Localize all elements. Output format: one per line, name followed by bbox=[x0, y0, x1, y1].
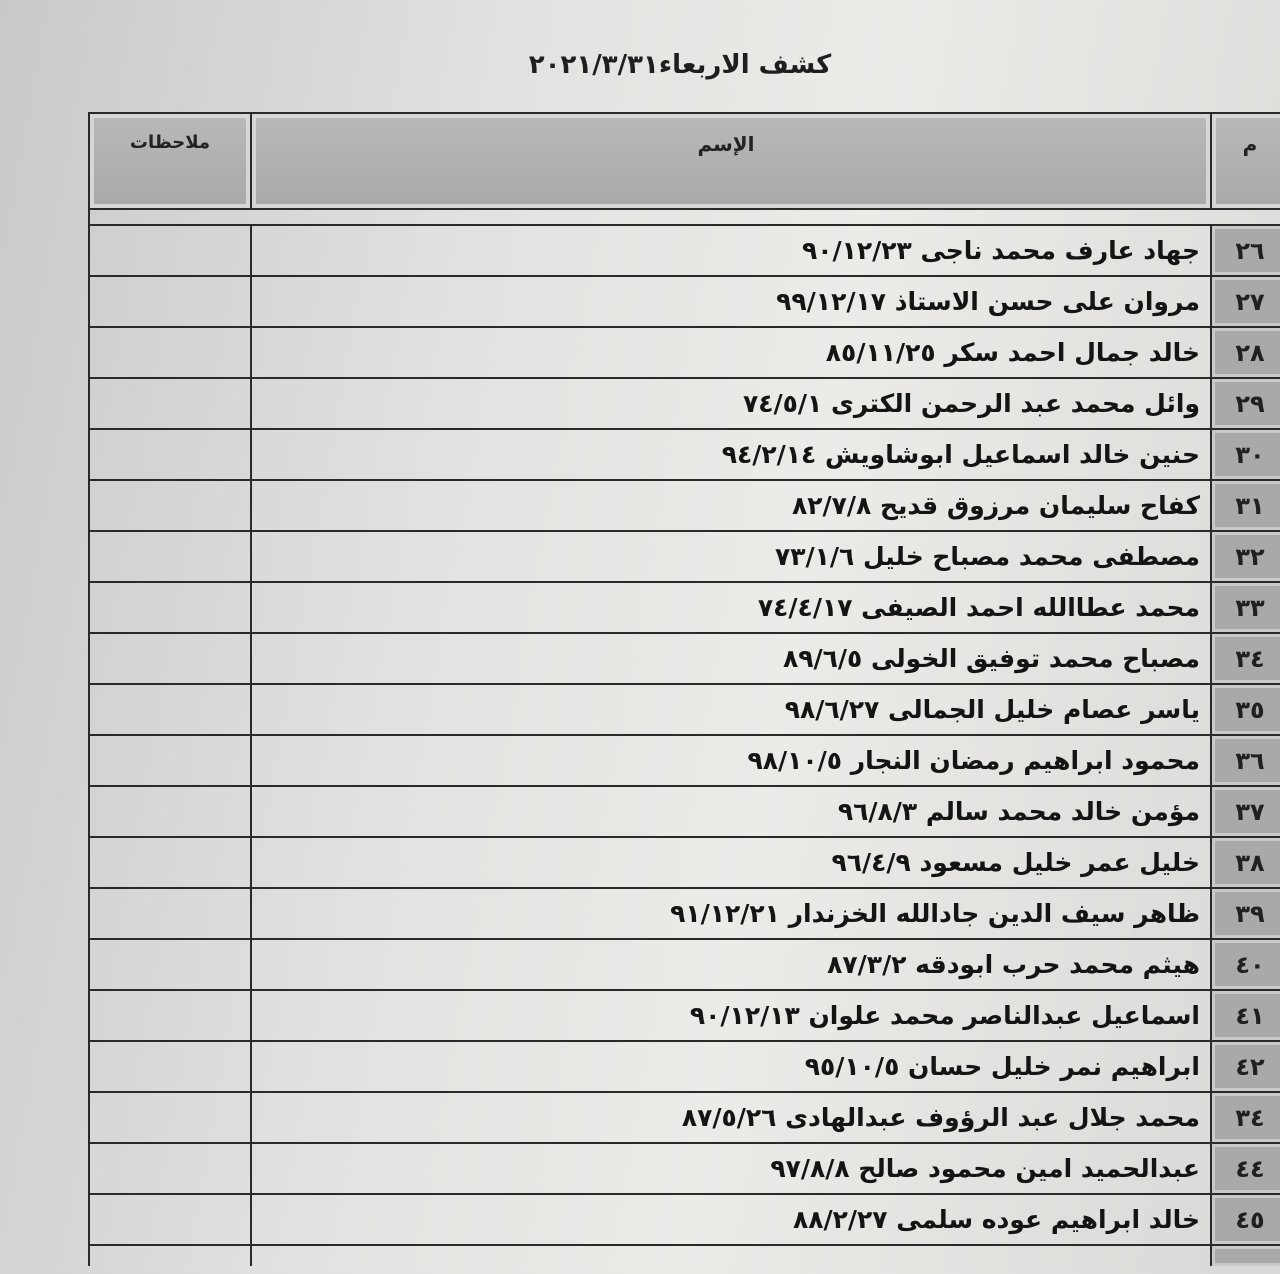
row-number: ٢٦ bbox=[1211, 225, 1280, 276]
table-row bbox=[89, 735, 1280, 786]
table-row bbox=[89, 888, 1280, 939]
row-notes bbox=[89, 378, 251, 429]
table-row bbox=[89, 276, 1280, 327]
row-number: ٣٢ bbox=[1211, 531, 1280, 582]
row-notes bbox=[89, 1041, 251, 1092]
table-row bbox=[89, 582, 1280, 633]
header-num: م bbox=[1211, 113, 1280, 209]
header-notes: ملاحظات bbox=[89, 113, 251, 209]
row-notes bbox=[89, 1092, 251, 1143]
row-notes bbox=[89, 837, 251, 888]
table-row bbox=[89, 429, 1280, 480]
row-name: جهاد عارف محمد ناجى ٩٠/١٢/٢٣ bbox=[251, 225, 1211, 276]
row-name: مروان على حسن الاستاذ ٩٩/١٢/١٧ bbox=[251, 276, 1211, 327]
table-header-row bbox=[89, 113, 1280, 209]
row-notes bbox=[89, 939, 251, 990]
table-row bbox=[89, 1194, 1280, 1245]
row-notes bbox=[89, 633, 251, 684]
table-row bbox=[89, 786, 1280, 837]
table-row bbox=[89, 225, 1280, 276]
row-notes bbox=[89, 684, 251, 735]
row-notes bbox=[89, 786, 251, 837]
row-number: ٢٩ bbox=[1211, 378, 1280, 429]
table-row bbox=[89, 1143, 1280, 1194]
cut-cell bbox=[1211, 1245, 1280, 1266]
row-name: هيثم محمد حرب ابودقه ٨٧/٣/٢ bbox=[251, 939, 1211, 990]
cut-cell bbox=[251, 1245, 1211, 1266]
row-number: ٢٧ bbox=[1211, 276, 1280, 327]
row-name: ابراهيم نمر خليل حسان ٩٥/١٠/٥ bbox=[251, 1041, 1211, 1092]
row-notes bbox=[89, 1194, 251, 1245]
table-body bbox=[89, 225, 1280, 1266]
row-name: ياسر عصام خليل الجمالى ٩٨/٦/٢٧ bbox=[251, 684, 1211, 735]
row-notes bbox=[89, 1143, 251, 1194]
row-name: اسماعيل عبدالناصر محمد علوان ٩٠/١٢/١٣ bbox=[251, 990, 1211, 1041]
row-number: ٢٨ bbox=[1211, 327, 1280, 378]
row-notes bbox=[89, 531, 251, 582]
table-row bbox=[89, 1041, 1280, 1092]
row-number: ٣٦ bbox=[1211, 735, 1280, 786]
row-notes bbox=[89, 225, 251, 276]
row-name: مصباح محمد توفيق الخولى ٨٩/٦/٥ bbox=[251, 633, 1211, 684]
cut-cell bbox=[89, 1245, 251, 1266]
row-notes bbox=[89, 888, 251, 939]
row-notes bbox=[89, 582, 251, 633]
table-row bbox=[89, 1092, 1280, 1143]
table-row bbox=[89, 939, 1280, 990]
table-row bbox=[89, 480, 1280, 531]
row-notes bbox=[89, 990, 251, 1041]
row-number: ٤٢ bbox=[1211, 1041, 1280, 1092]
row-name: خالد جمال احمد سكر ٨٥/١١/٢٥ bbox=[251, 327, 1211, 378]
row-name: مصطفى محمد مصباح خليل ٧٣/١/٦ bbox=[251, 531, 1211, 582]
row-number: ٣٨ bbox=[1211, 837, 1280, 888]
row-notes bbox=[89, 480, 251, 531]
row-notes bbox=[89, 429, 251, 480]
header-name: الإسم bbox=[251, 113, 1211, 209]
table-row bbox=[89, 990, 1280, 1041]
table-row bbox=[89, 327, 1280, 378]
row-name: ظاهر سيف الدين جادالله الخزندار ٩١/١٢/٢١ bbox=[251, 888, 1211, 939]
row-name: حنين خالد اسماعيل ابوشاويش ٩٤/٢/١٤ bbox=[251, 429, 1211, 480]
row-number: ٣٥ bbox=[1211, 684, 1280, 735]
row-notes bbox=[89, 735, 251, 786]
table-row-cut bbox=[89, 1245, 1280, 1266]
row-notes bbox=[89, 276, 251, 327]
row-number: ٣٠ bbox=[1211, 429, 1280, 480]
page-title: كشف الاربعاء٢٠٢١/٣/٣١ bbox=[528, 50, 832, 80]
table-row bbox=[89, 531, 1280, 582]
row-name: محمد عطاالله احمد الصيفى ٧٤/٤/١٧ bbox=[251, 582, 1211, 633]
row-name: وائل محمد عبد الرحمن الكترى ٧٤/٥/١ bbox=[251, 378, 1211, 429]
table-row bbox=[89, 837, 1280, 888]
row-number: ٣٤ bbox=[1211, 633, 1280, 684]
row-name: خالد ابراهيم عوده سلمى ٨٨/٢/٢٧ bbox=[251, 1194, 1211, 1245]
header-gap bbox=[89, 209, 1280, 225]
row-name: محمد جلال عبد الرؤوف عبدالهادى ٨٧/٥/٢٦ bbox=[251, 1092, 1211, 1143]
row-number: ٣٩ bbox=[1211, 888, 1280, 939]
row-number: ٣٧ bbox=[1211, 786, 1280, 837]
table-row bbox=[89, 633, 1280, 684]
row-name: عبدالحميد امين محمود صالح ٩٧/٨/٨ bbox=[251, 1143, 1211, 1194]
row-number: ٣٣ bbox=[1211, 582, 1280, 633]
row-number: ٤٠ bbox=[1211, 939, 1280, 990]
row-number: ٤٤ bbox=[1211, 1143, 1280, 1194]
table-row bbox=[89, 378, 1280, 429]
table-row bbox=[89, 684, 1280, 735]
row-name: كفاح سليمان مرزوق قديح ٨٢/٧/٨ bbox=[251, 480, 1211, 531]
row-number: ٣١ bbox=[1211, 480, 1280, 531]
row-number: ٤١ bbox=[1211, 990, 1280, 1041]
row-name: محمود ابراهيم رمضان النجار ٩٨/١٠/٥ bbox=[251, 735, 1211, 786]
row-notes bbox=[89, 327, 251, 378]
names-table bbox=[88, 112, 1280, 1266]
row-number: ٣٤ bbox=[1211, 1092, 1280, 1143]
row-number: ٤٥ bbox=[1211, 1194, 1280, 1245]
row-name: مؤمن خالد محمد سالم ٩٦/٨/٣ bbox=[251, 786, 1211, 837]
row-name: خليل عمر خليل مسعود ٩٦/٤/٩ bbox=[251, 837, 1211, 888]
